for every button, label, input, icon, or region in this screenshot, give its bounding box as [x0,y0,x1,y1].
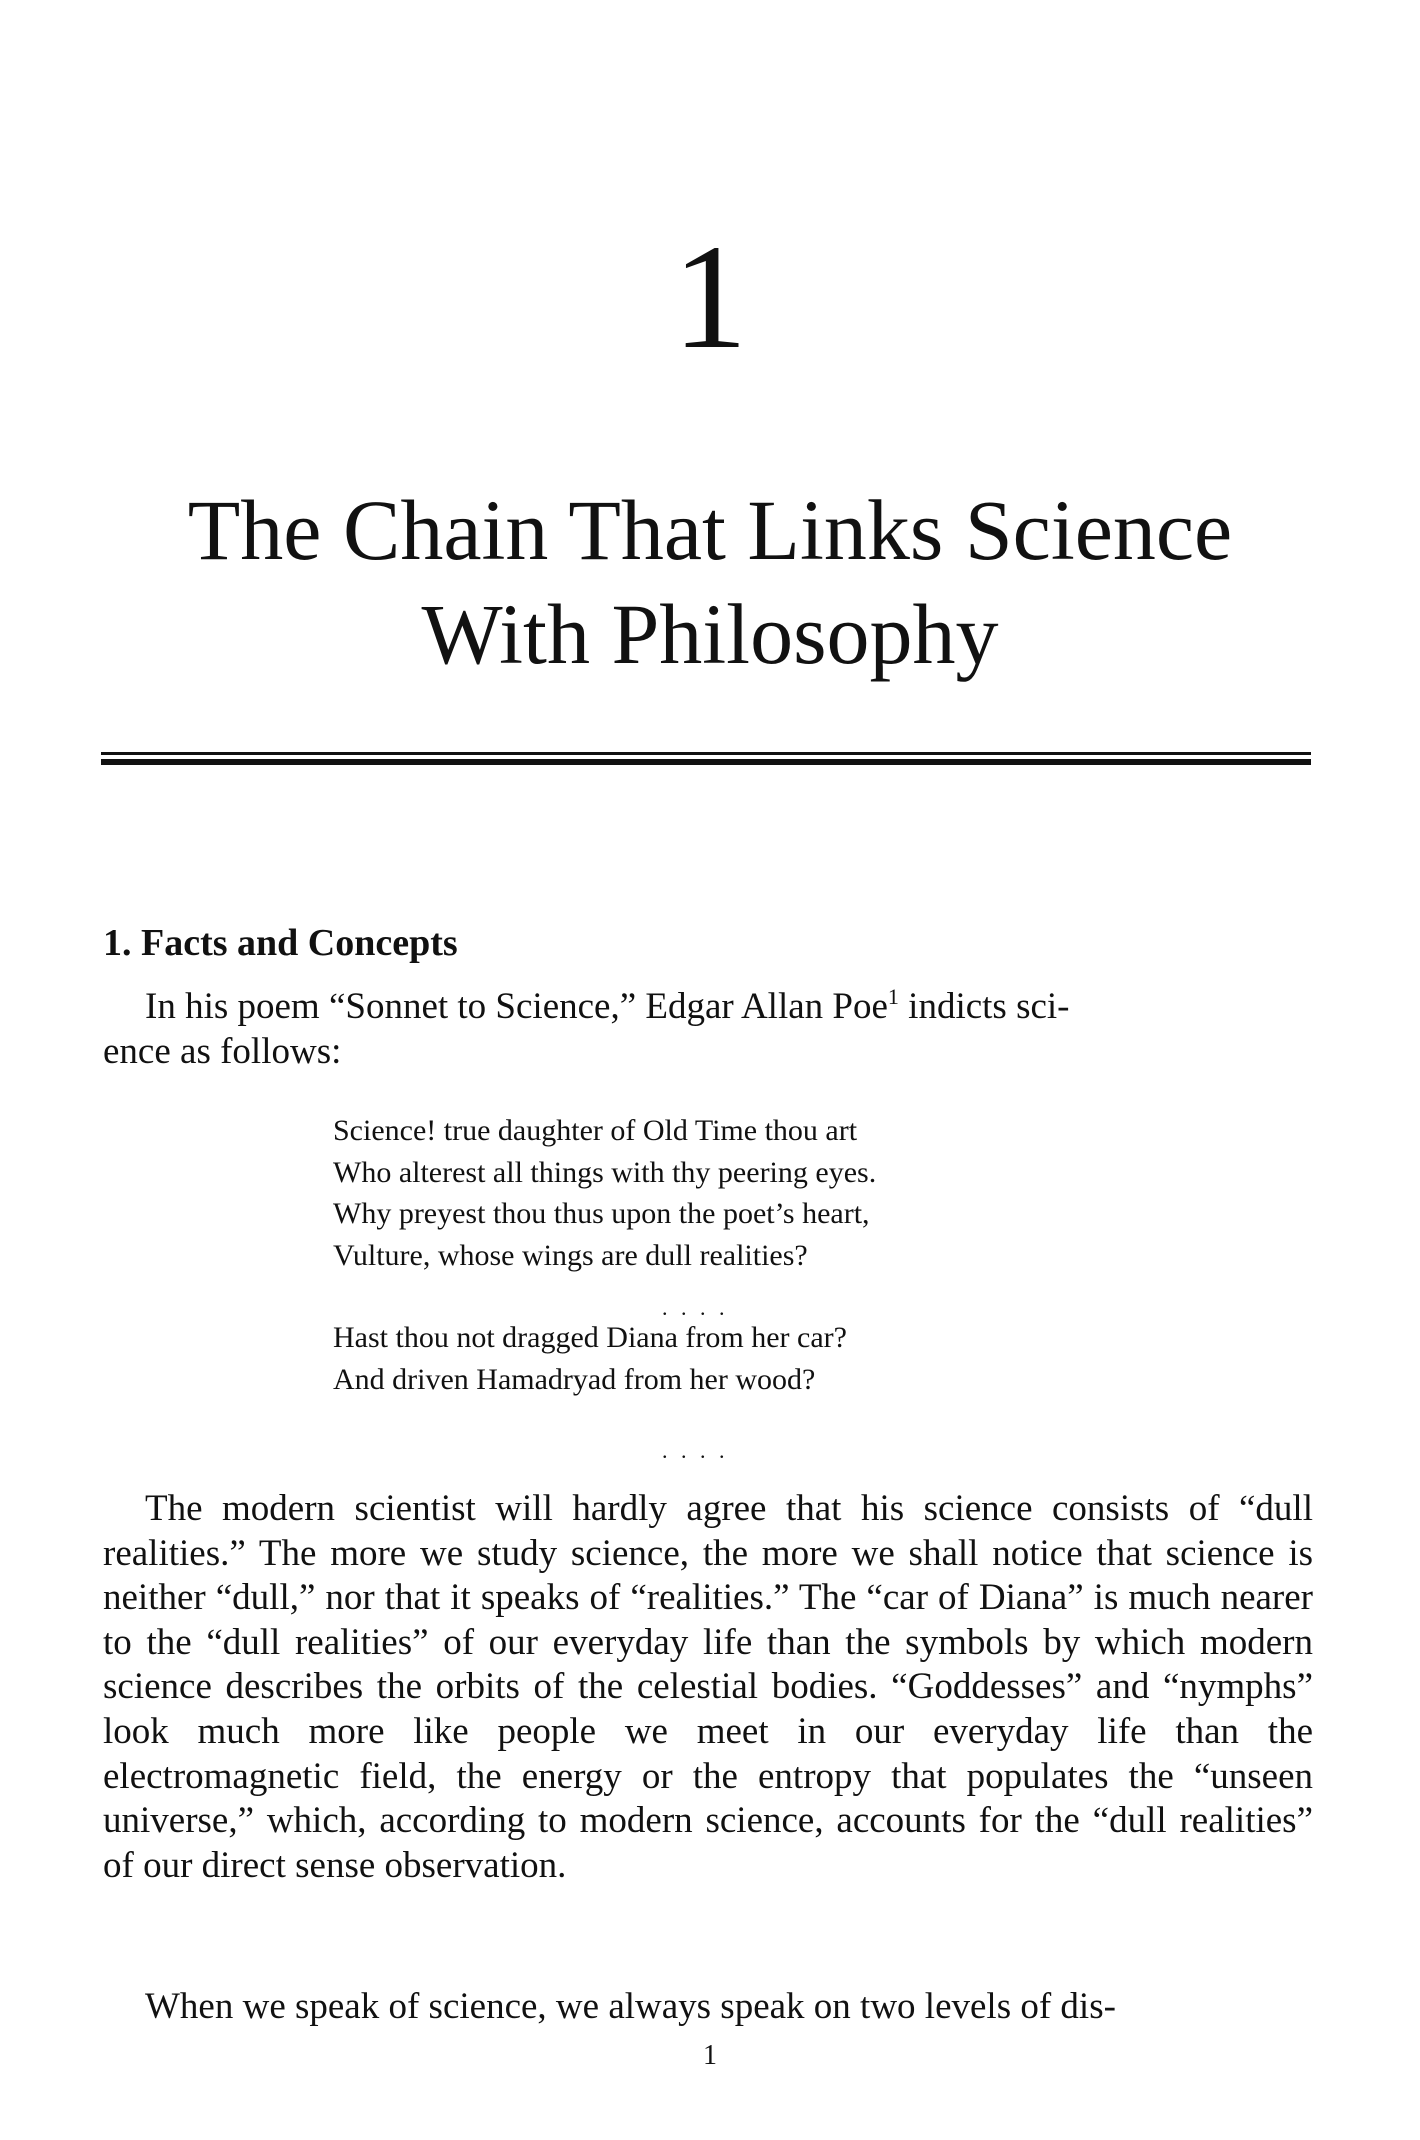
body-paragraph-continued: When we speak of science, we always speak on two levels of dis- [145,1986,1116,2027]
poem-line: Who alterest all things with thy peering eyes. [333,1155,877,1189]
poem-line: Why preyest thou thus upon the poet’s heart, [333,1197,870,1230]
poem-ellipsis: . . . . [662,1438,729,1463]
chapter-title-line-2: With Philosophy [421,586,999,682]
divider-thin-line [101,752,1311,755]
footnote-mark: 1 [887,984,899,1009]
chapter-title [100,478,1320,686]
chapter-title-line-1: The Chain That Links Science [187,482,1233,578]
intro-paragraph [103,985,1313,1074]
section-heading: 1. Facts and Concepts [103,922,458,964]
stanza-gap [333,1276,1233,1320]
poem-ellipsis: . . . . [662,1295,729,1320]
intro-line-2: ence as follows: [103,1030,342,1072]
intro-text-end: indicts sci- [898,986,1070,1027]
poem-line: Science! true daughter of Old Time thou art [333,1114,858,1147]
chapter-number: 1 [672,214,748,380]
poem-line: Hast thou not dragged Diana from her car? [333,1321,847,1354]
poem-quote [333,1110,1233,1400]
body-paragraph: The modern scientist will hardly agree that his science consists of “dull realities.” The more we study science, the more we shall notice that science is neither “dull,” nor that it speaks of “realities.” The “car of Diana” is much nearer to the “dull realities” of our everyday life than the symbols by which modern science describes the orbits of the celestial bodies. “Goddesses” and “nymphs” look much more like people we meet in our everyday life than the electromagnetic field, the energy or the entropy that populates the “unseen universe,” which, according to modern science, accounts for the “dull realities” of our direct sense observation. [103,1488,1313,1886]
intro-text-start: In his poem “Sonnet to Science,” Edgar Allan Poe [145,986,888,1027]
page-number: 1 [703,2040,717,2071]
title-divider-rule [101,752,1311,766]
poem-line: Vulture, whose wings are dull realities? [333,1238,808,1272]
intro-line-1 [103,985,1313,1030]
poem-line: And driven Hamadryad from her wood? [333,1362,816,1396]
divider-thick-line [101,759,1311,765]
